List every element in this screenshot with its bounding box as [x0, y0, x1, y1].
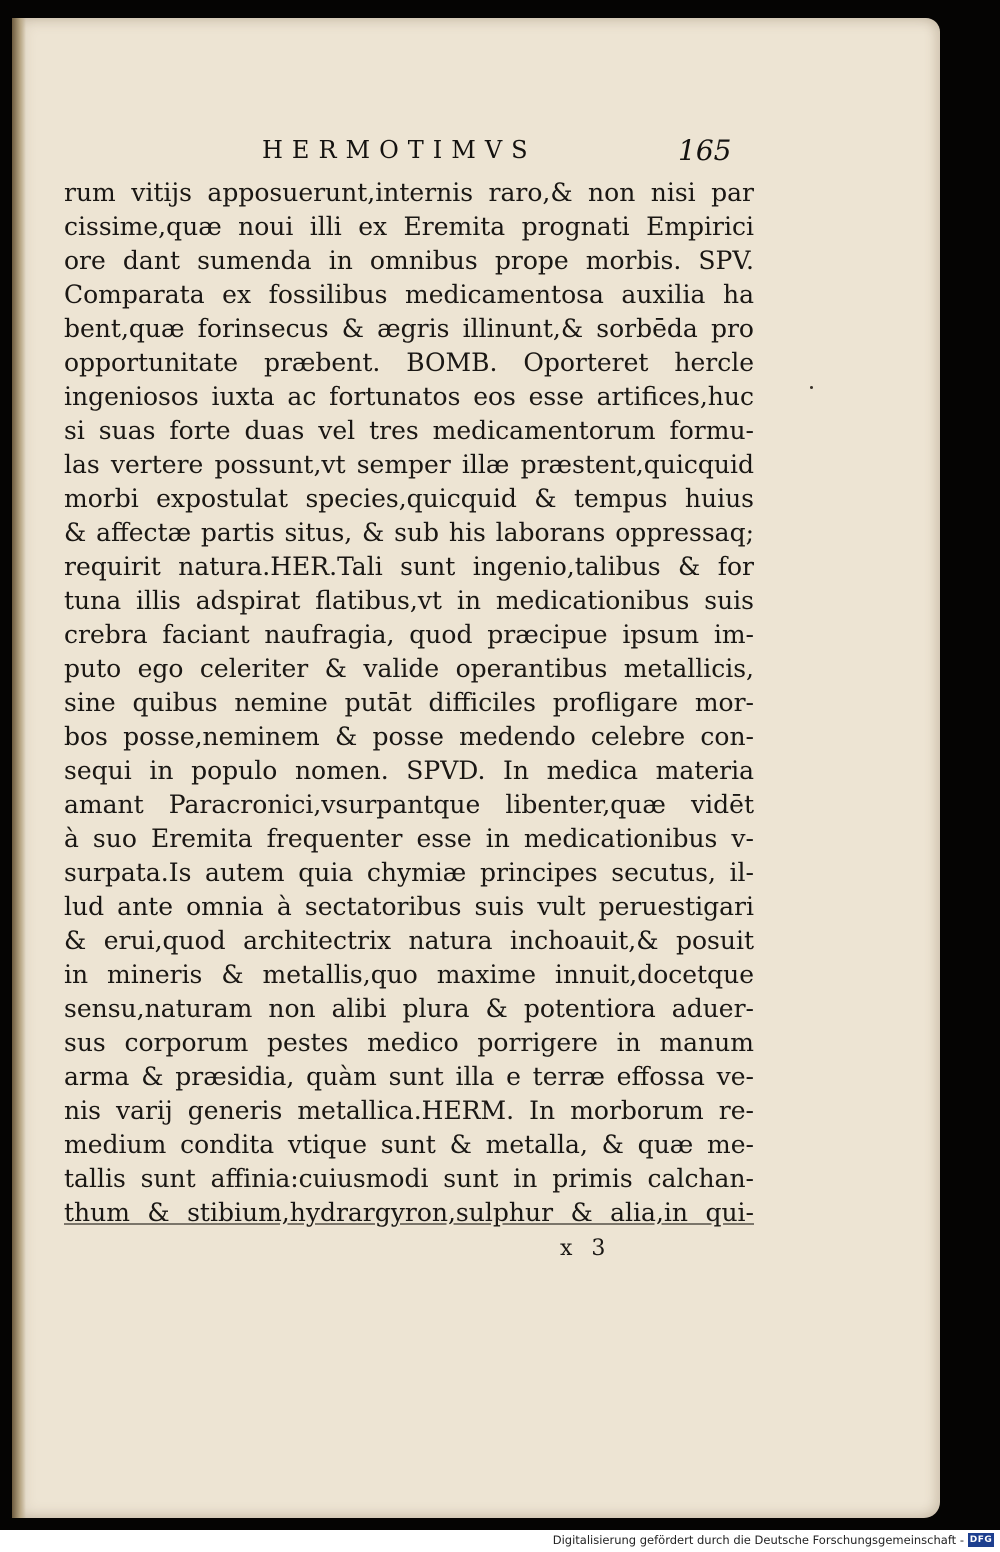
- text-line: & affectæ partis situs, & sub his laborans oppressaq;: [64, 518, 754, 547]
- book-page: [12, 18, 940, 1518]
- text-line: puto ego celeriter & valide operantibus metallicis,: [64, 654, 754, 683]
- text-line: arma & præsidia, quàm sunt illa e terræ effossa ve-: [64, 1062, 754, 1091]
- text-line: ore dant sumenda in omnibus prope morbis. SPV.: [64, 246, 754, 275]
- text-line: cissime,quæ noui illi ex Eremita prognati Empirici: [64, 212, 754, 241]
- text-line: bos posse,neminem & posse medendo celebre con-: [64, 722, 754, 751]
- text-line: si suas forte duas vel tres medicamentorum formu-: [64, 416, 754, 445]
- text-line: sus corporum pestes medico porrigere in manum: [64, 1028, 754, 1057]
- text-line: sequi in populo nomen. SPVD. In medica materia: [64, 756, 754, 785]
- text-line: lud ante omnia à sectatoribus suis vult peruestigari: [64, 892, 754, 921]
- text-line: rum vitijs apposuerunt,internis raro,& non nisi par: [64, 178, 754, 207]
- text-line: medium condita vtique sunt & metalla, & quæ me-: [64, 1130, 754, 1159]
- page-gutter-shadow: [12, 18, 26, 1518]
- text-line: amant Paracronici,vsurpantque libenter,quæ vidēt: [64, 790, 754, 819]
- page-number: 165: [678, 134, 732, 167]
- text-line: surpata.Is autem quia chymiæ principes secutus, il-: [64, 858, 754, 887]
- text-line: tallis sunt affinia:cuiusmodi sunt in primis calchan-: [64, 1164, 754, 1193]
- paper-speck: [810, 386, 813, 389]
- footer-bar: [0, 1530, 1000, 1552]
- text-line: & erui,quod architectrix natura inchoauit,& posuit: [64, 926, 754, 955]
- body-text-block: [64, 176, 754, 1230]
- text-line: bent,quæ forinsecus & ægris illinunt,& sorbēda pro: [64, 314, 754, 343]
- text-line: morbi expostulat species,quicquid & tempus huius: [64, 484, 754, 513]
- text-line: sine quibus nemine putāt difficiles profligare mor-: [64, 688, 754, 717]
- text-line: Comparata ex fossilibus medicamentosa auxilia ha: [64, 280, 754, 309]
- dfg-logo: DFG: [969, 1535, 993, 1545]
- signature-mark: x 3: [560, 1236, 612, 1261]
- text-line: tuna illis adspirat flatibus,vt in medicationibus suis: [64, 586, 754, 615]
- text-line: à suo Eremita frequenter esse in medicationibus v-: [64, 824, 754, 853]
- text-line: ingeniosos iuxta ac fortunatos eos esse artifices,huc: [64, 382, 754, 411]
- text-line: sensu,naturam non alibi plura & potentiora aduer-: [64, 994, 754, 1023]
- text-line: las vertere possunt,vt semper illæ præstent,quicquid: [64, 450, 754, 479]
- text-line: opportunitate præbent. BOMB. Oporteret hercle: [64, 348, 754, 377]
- funding-credit: Digitalisierung gefördert durch die Deutsche Forschungsgemeinschaft -: [552, 1533, 964, 1547]
- text-line: crebra faciant naufragia, quod præcipue ipsum im-: [64, 620, 754, 649]
- text-line: thum & stibium,hydrargyron,sulphur & alia,in qui-: [64, 1198, 754, 1227]
- running-head-title: HERMOTIMVS: [262, 136, 537, 164]
- running-head: [12, 128, 940, 168]
- text-line: nis varij generis metallica.HERM. In morborum re-: [64, 1096, 754, 1125]
- text-line: requirit natura.HER.Tali sunt ingenio,talibus & for: [64, 552, 754, 581]
- text-line: in mineris & metallis,quo maxime innuit,docetque: [64, 960, 754, 989]
